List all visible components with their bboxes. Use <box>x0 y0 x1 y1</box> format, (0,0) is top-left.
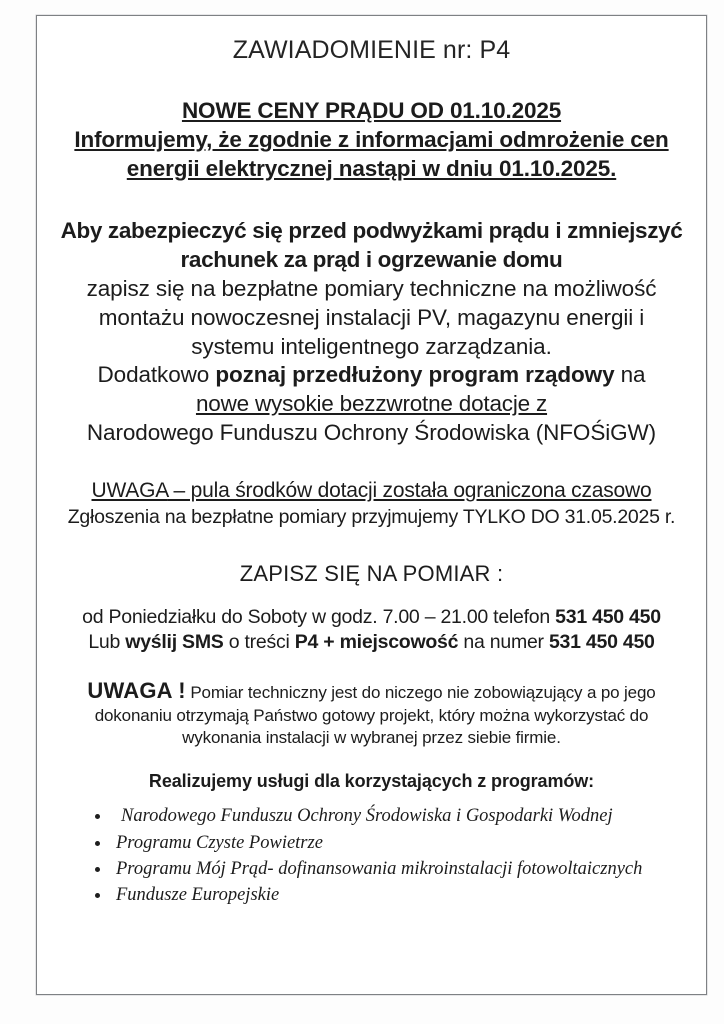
extra-underlined: nowe wysokie bezzwrotne dotacje z <box>195 391 548 417</box>
disclaimer-line-2: dokonaniu otrzymają Państwo gotowy projekt, który można wykorzystać do <box>94 705 649 725</box>
sms-mid: o treści <box>223 630 295 653</box>
sms-keyword: P4 + miejscowość <box>294 630 459 653</box>
extra-bold: poznaj przedłużony program rządowy <box>215 362 615 388</box>
warning-block <box>59 478 684 530</box>
sms-phone-number: 531 450 450 <box>548 630 655 653</box>
contact-sms-line <box>59 630 684 655</box>
warning-label: UWAGA <box>91 478 168 502</box>
contact-block <box>59 605 684 655</box>
list-item: Narodowego Funduszu Ochrony Środowiska i Gospodarki Wodnej <box>95 803 684 829</box>
warning-headline <box>59 478 684 505</box>
sms-prefix: Lub <box>88 630 126 653</box>
extra-suffix: na <box>614 362 646 388</box>
document-border <box>36 15 707 995</box>
disclaimer-line-1 <box>73 677 670 705</box>
phone-number: 531 450 450 <box>555 605 661 628</box>
warning-text: – pula środków dotacji została ograniczona czasowo <box>167 478 652 502</box>
programs-title: Realizujemy usługi dla korzystających z programów: <box>148 771 595 792</box>
contact-hours: od Poniedziałku do Soboty w godz. 7.00 – 21.00 telefon <box>82 605 556 628</box>
offer-block <box>59 217 684 361</box>
offer-bold-line-2: rachunek za prąd i ogrzewanie domu <box>180 247 563 273</box>
signup-heading: ZAPISZ SIĘ NA POMIAR : <box>239 560 504 586</box>
disclaimer-label: UWAGA ! <box>87 677 186 703</box>
headline-line-2: Informujemy, że zgodnie z informacjami odmrożenie cen <box>74 126 669 152</box>
offer-line-3: zapisz się na bezpłatne pomiary techniczne na możliwość <box>86 275 657 301</box>
headline-line-3: energii elektrycznej nastąpi w dniu 01.10.2025. <box>126 155 617 181</box>
list-item: Programu Mój Prąd- dofinansowania mikroinstalacji fotowoltaicznych <box>95 856 684 882</box>
sms-action: wyślij SMS <box>125 630 224 653</box>
warning-deadline: Zgłoszenia na bezpłatne pomiary przyjmujemy TYLKO DO 31.05.2025 r. <box>67 505 676 528</box>
headline-block <box>59 97 684 183</box>
extra-program-line <box>59 361 684 390</box>
disclaimer-line-3: wykonania instalacji w wybranej przez siebie firmie. <box>182 727 561 747</box>
disclaimer-block <box>59 677 684 749</box>
headline-line-1: NOWE CENY PRĄDU OD 01.10.2025 <box>181 98 562 123</box>
sms-suffix: na numer <box>458 630 549 653</box>
extra-prefix: Dodatkowo <box>97 362 216 388</box>
contact-phone-line <box>59 605 684 630</box>
disclaimer-text-1: Pomiar techniczny jest do niczego nie zobowiązujący a po jego <box>185 682 656 702</box>
offer-line-4: montażu nowoczesnej instalacji PV, magazynu energii i <box>98 304 645 330</box>
offer-line-5: systemu inteligentnego zarządzania. <box>191 333 552 359</box>
page-title: ZAWIADOMIENIE nr: P4 <box>232 36 511 64</box>
list-item: Programu Czyste Powietrze <box>95 830 684 856</box>
extra-program-block <box>59 361 684 447</box>
programs-list <box>59 803 684 908</box>
offer-bold-line-1: Aby zabezpieczyć się przed podwyżkami prądu i zmniejszyć <box>60 218 683 244</box>
extra-fund-name: Narodowego Funduszu Ochrony Środowiska (NFOŚiGW) <box>86 419 657 445</box>
document-body <box>37 16 706 994</box>
list-item: Fundusze Europejskie <box>95 882 684 908</box>
